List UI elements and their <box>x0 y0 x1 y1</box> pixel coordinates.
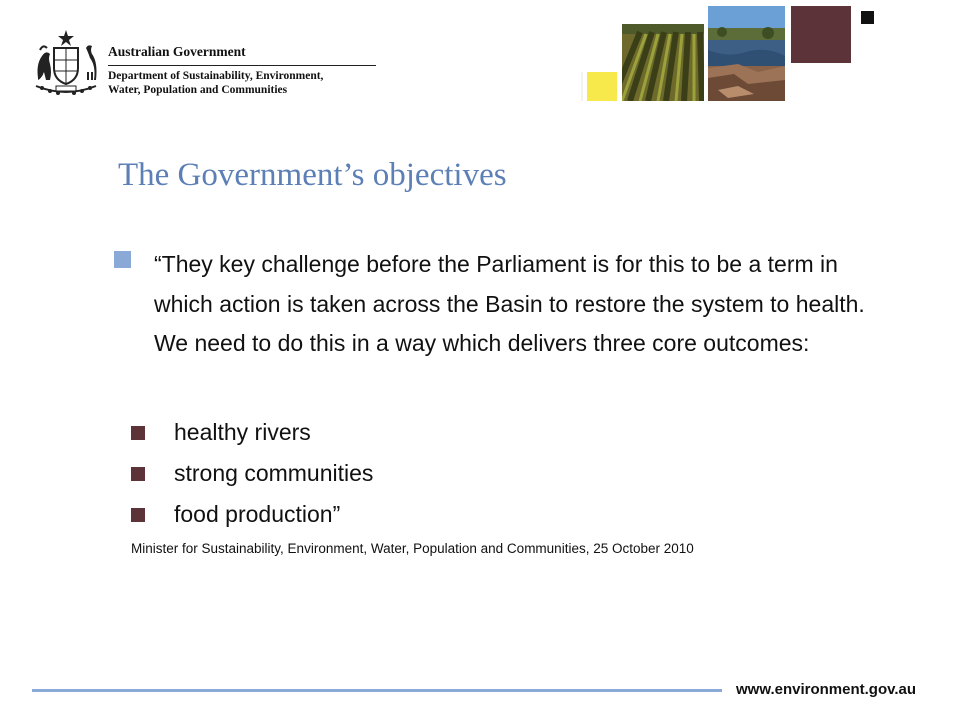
black-square <box>861 11 874 24</box>
logo-divider <box>108 65 376 66</box>
square-bullet-icon <box>131 508 145 522</box>
square-bullet-icon <box>131 467 145 481</box>
slide-title: The Government’s objectives <box>118 157 507 193</box>
outcome-text: healthy rivers <box>174 419 311 445</box>
department-name <box>108 69 323 97</box>
outcome-text: food production” <box>174 501 341 527</box>
department-line-2: Water, Population and Communities <box>108 84 288 96</box>
minister-quote: “They key challenge before the Parliament is for this to be a term in which action is taken across the Basin to restore the system to health. We need to do this in a way which delivers three core outcomes: <box>154 251 865 356</box>
river-landscape-photo <box>708 6 785 101</box>
government-logo <box>30 28 350 98</box>
crop-field-photo <box>622 24 704 101</box>
footer-website-link[interactable]: www.environment.gov.au <box>736 681 917 698</box>
outcome-text: strong communities <box>174 460 374 486</box>
yellow-square <box>587 72 617 101</box>
government-name: Australian Government <box>108 44 246 59</box>
square-bullet-icon <box>114 251 131 268</box>
department-line-1: Department of Sustainability, Environment, <box>108 70 324 82</box>
crest-icon <box>30 28 102 98</box>
quote-attribution: Minister for Sustainability, Environment, Water, Population and Communities, 25 October 2010 <box>131 541 694 556</box>
square-bullet-icon <box>131 426 145 440</box>
footer-divider <box>32 689 722 692</box>
decor-line <box>581 72 583 101</box>
maroon-square <box>791 6 851 63</box>
